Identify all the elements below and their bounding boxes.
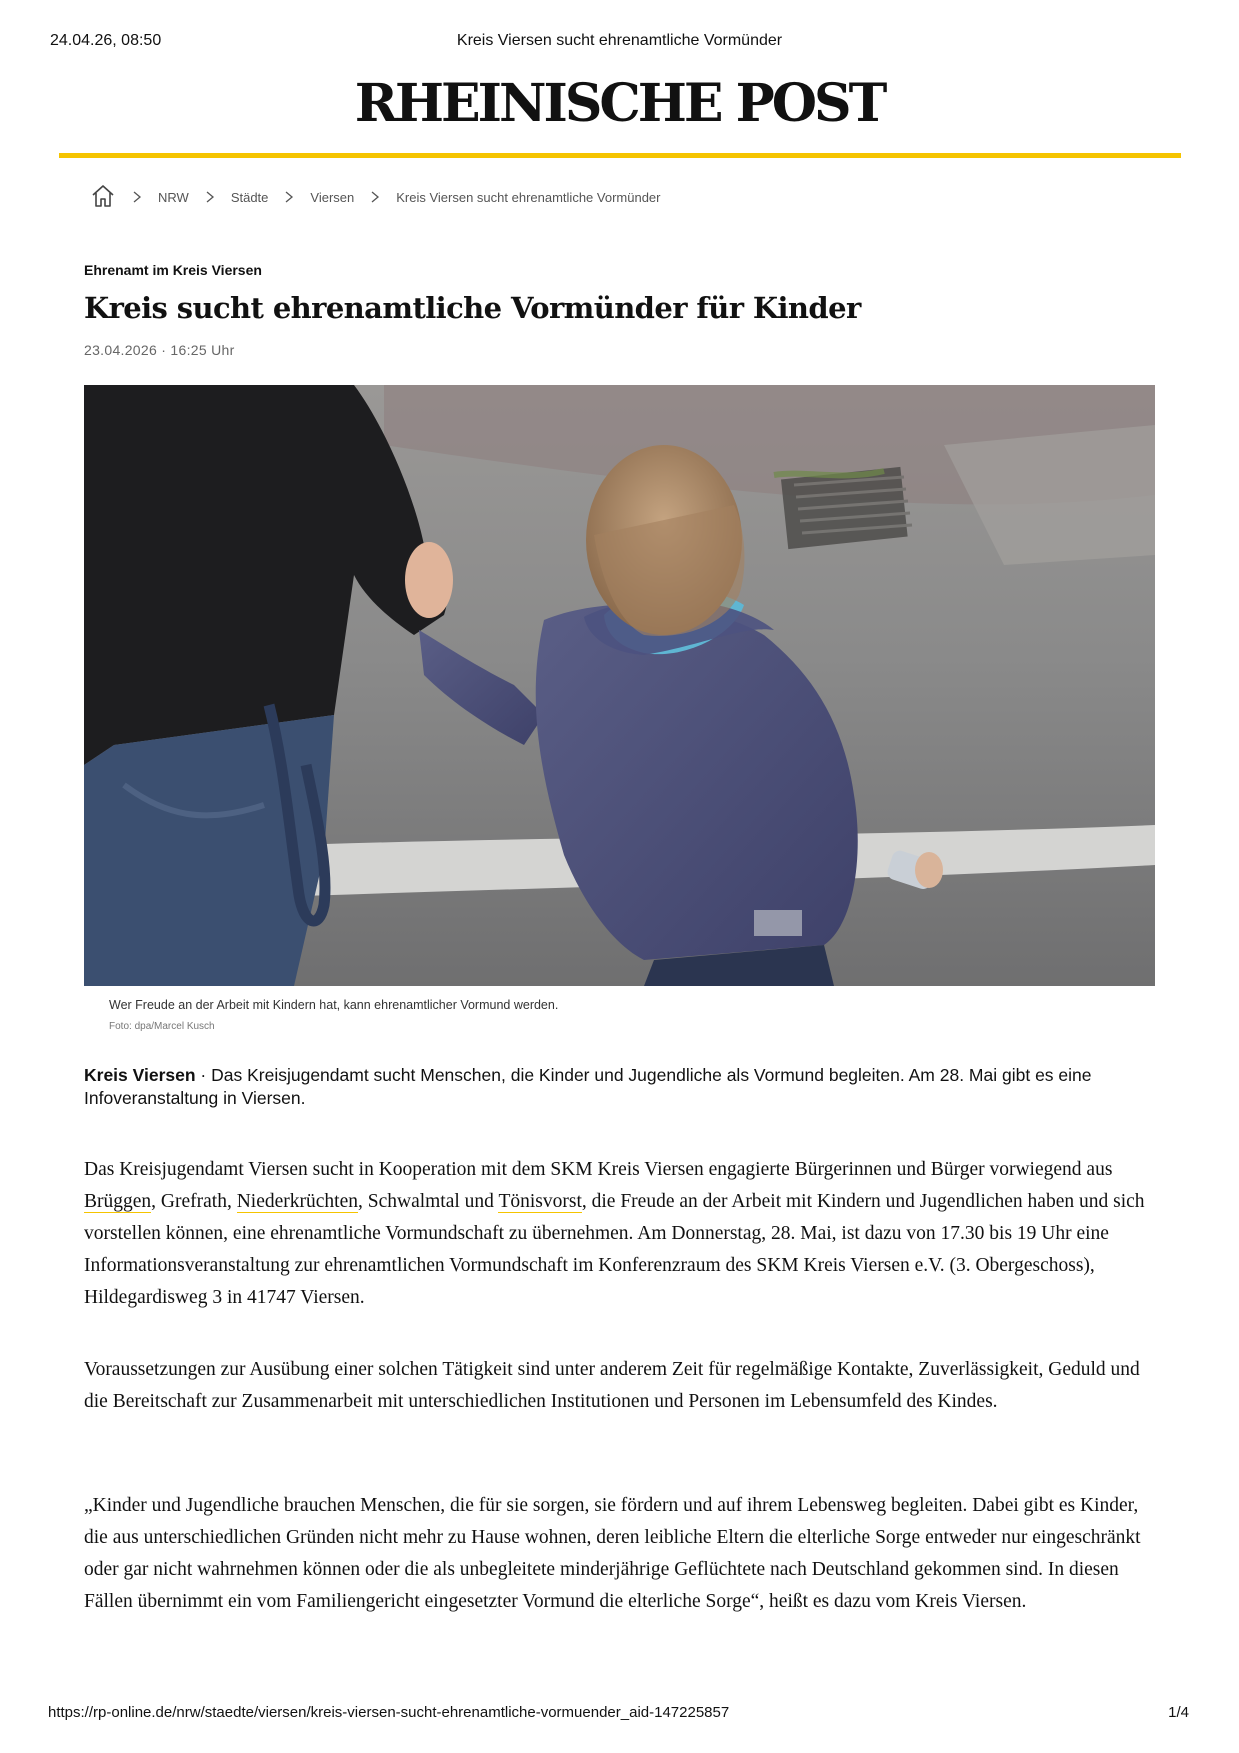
breadcrumb-item-staedte[interactable]: Städte <box>230 189 269 205</box>
lead-text: · Das Kreisjugendamt sucht Menschen, die Kinder und Jugendliche als Vormund begleiten. Am 28. Mai gibt es eine Infoveranstaltung in Viersen. <box>84 1065 1092 1108</box>
print-datetime: 24.04.26, 08:50 <box>50 32 162 49</box>
site-logo[interactable]: RHEINISCHE POST <box>354 73 885 134</box>
paragraph-text: Das Kreisjugendamt Viersen sucht in Kooperation mit dem SKM Kreis Viersen engagierte Bürgerinnen und Bürger vorwiegend aus <box>84 1159 1113 1180</box>
chevron-right-icon <box>284 190 294 204</box>
breadcrumb-item-nrw[interactable]: NRW <box>158 189 189 205</box>
print-page-number: 1/4 <box>1168 1704 1189 1721</box>
paragraph-text: , Grefrath, <box>151 1191 237 1212</box>
home-icon <box>90 183 116 209</box>
image-credit: Foto: dpa/Marcel Kusch <box>109 1021 215 1032</box>
print-header <box>0 32 1239 52</box>
paragraph-text: , Schwalmtal und <box>357 1191 499 1212</box>
article-paragraph: Voraussetzungen zur Ausübung einer solchen Tätigkeit sind unter anderem Zeit für regelmäßige Kontakte, Zuverlässigkeit, Geduld und die Bereitschaft zur Zusammenarbeit mit unterschiedlichen Institutionen und Personen im Lebensumfeld des Kindes. <box>84 1359 1140 1412</box>
chevron-right-icon <box>370 190 380 204</box>
article-lead <box>84 1064 1164 1110</box>
breadcrumb-item-viersen[interactable]: Viersen <box>310 189 355 205</box>
lead-location: Kreis Viersen <box>84 1065 196 1085</box>
header-divider <box>59 153 1181 158</box>
chevron-right-icon <box>132 190 142 204</box>
link-toenisvorst[interactable]: Tönisvorst <box>498 1191 582 1212</box>
article-paragraph: „Kinder und Jugendliche brauchen Menschen, die für sie sorgen, sie fördern und auf ihrem Lebensweg begleiten. Dabei gibt es Kinder, die aus unterschiedlichen Gründen nicht mehr zu Hause wohnen, deren leibliche Eltern die elterliche Sorge entweder nur eingeschränkt oder gar nicht wahrnehmen können oder die als unbegleitete minderjährige Geflüchtete nach Deutschland gekommen sind. In diesen Fällen übernimmt ein vom Familiengericht eingesetzter Vormund die elterliche Sorge“, heißt es dazu vom Kreis Viersen. <box>84 1495 1141 1612</box>
print-page-url: https://rp-online.de/nrw/staedte/viersen/kreis-viersen-sucht-ehrenamtliche-vormuender_aid-147225857 <box>48 1704 730 1721</box>
article-photo <box>84 385 1155 986</box>
image-caption: Wer Freude an der Arbeit mit Kindern hat, kann ehrenamtlicher Vormund werden. <box>109 998 559 1012</box>
breadcrumb-item-current: Kreis Viersen sucht ehrenamtliche Vormünder <box>396 189 661 205</box>
chevron-right-icon <box>205 190 215 204</box>
article-paragraph <box>84 1154 1164 1314</box>
article-kicker: Ehrenamt im Kreis Viersen <box>84 262 262 278</box>
article-headline: Kreis sucht ehrenamtliche Vormünder für Kinder <box>84 291 861 325</box>
print-page-title: Kreis Viersen sucht ehrenamtliche Vormünder <box>456 32 783 49</box>
link-niederkruechten[interactable]: Niederkrüchten <box>236 1191 358 1212</box>
breadcrumb <box>90 182 660 212</box>
article-dateline: 23.04.2026 · 16:25 Uhr <box>84 342 235 358</box>
link-brueggen[interactable]: Brüggen <box>84 1191 152 1212</box>
paragraph-text: , die Freude an der Arbeit mit Kindern und Jugendlichen haben und sich vorstellen können, eine ehrenamtliche Vormundschaft zu übernehmen. Am Donnerstag, 28. Mai, ist dazu von 17.30 bis 19 Uhr eine Informationsveranstaltung zur ehrenamtlichen Vormundschaft im Konferenzraum des SKM Kreis Viersen e.V. (3. Obergeschoss), Hildegardisweg 3 in 41747 Viersen. <box>84 1191 1145 1308</box>
breadcrumb-home-link[interactable] <box>90 183 116 212</box>
